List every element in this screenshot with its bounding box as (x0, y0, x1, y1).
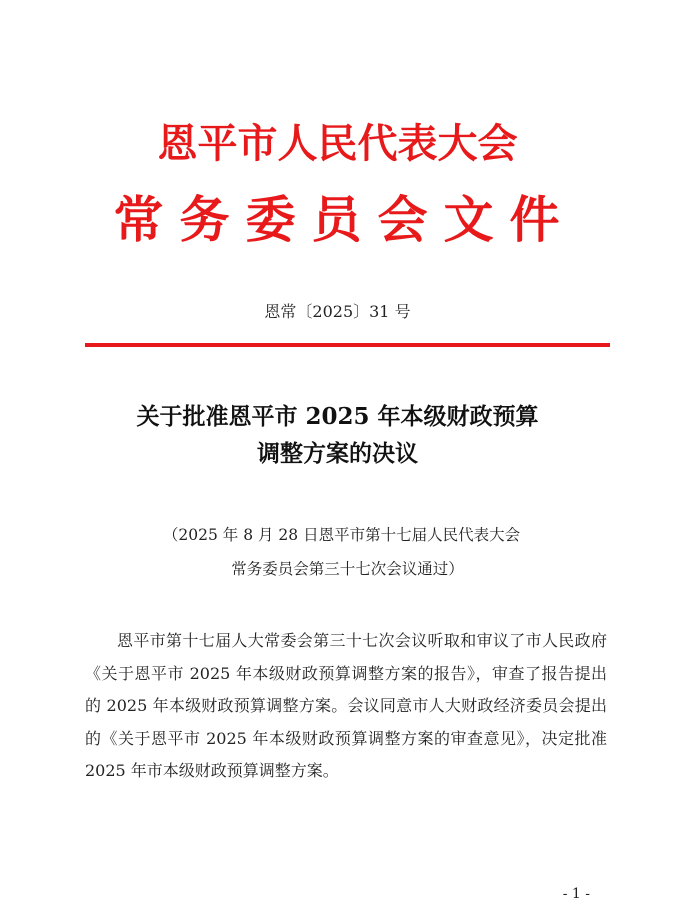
red-separator-line (85, 343, 610, 347)
body-paragraph: 恩平市第十七届人大常委会第三十七次会议听取和审议了市人民政府《关于恩平市 2025 年本级财政预算调整方案的报告》，审查了报告提出的 2025 年本级财政预算调整方案。会议同意市人大财政经济委员会提出的《关于恩平市 2025 年本级财政预算调整方案的审查意见》，决定批准 2025 年市本级财政预算调整方案。 (85, 631, 607, 780)
document-title-line1: 关于批准恩平市 2025 年本级财政预算 (136, 403, 539, 430)
adoption-note (0, 518, 675, 586)
document-number: 恩常〔2025〕31 号 (264, 302, 411, 321)
issuer-name-line1: 恩平市人民代表大会 (157, 121, 518, 167)
document-title-line2: 调整方案的决议 (257, 440, 418, 467)
adoption-note-line1: （2025 年 8 月 28 日恩平市第十七届人民代表大会 (162, 526, 521, 544)
issuer-name-line2: 常务委员会文件 (113, 191, 576, 249)
document-title (0, 398, 675, 472)
page-number: - 1 - (562, 886, 590, 902)
adoption-note-line2: 常务委员会第三十七次会议通过） (231, 560, 464, 578)
